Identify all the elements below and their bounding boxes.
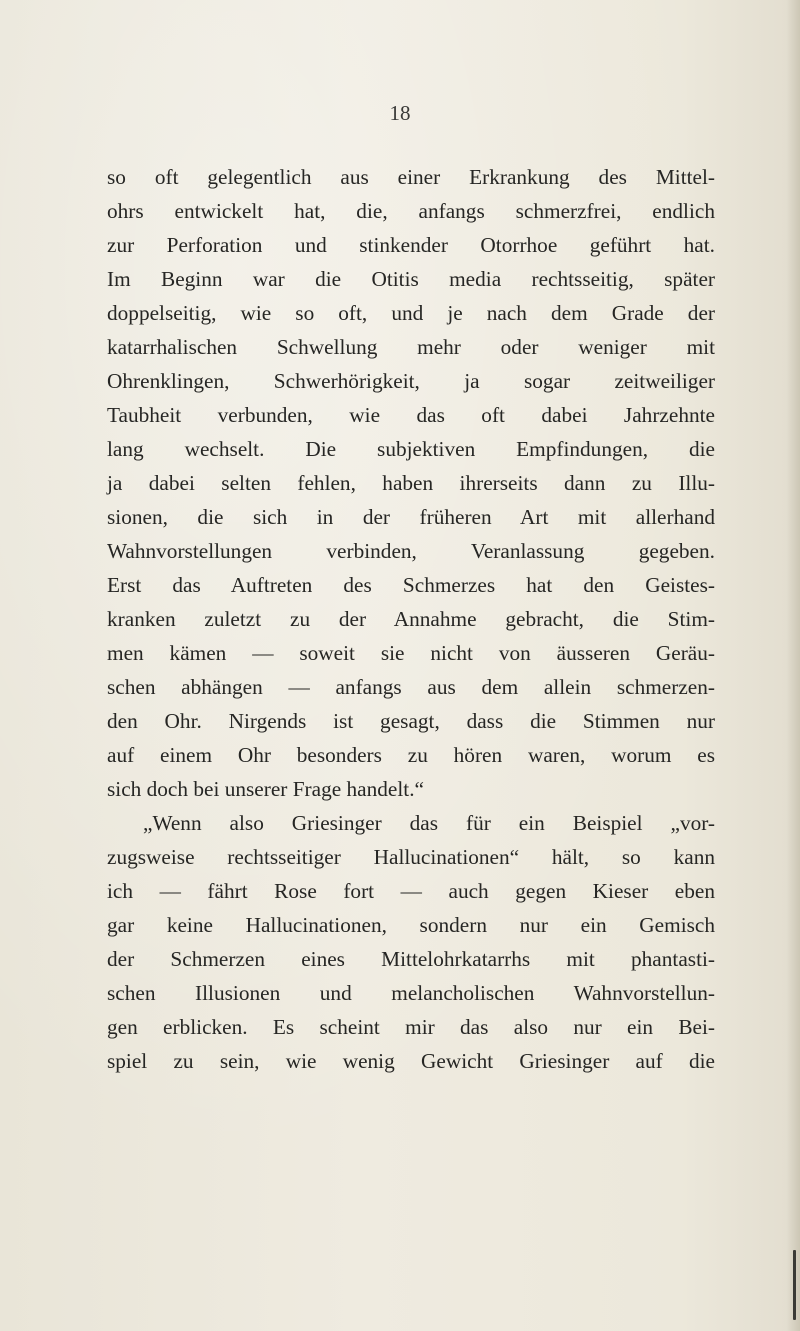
text-line: katarrhalischen Schwellung mehr oder weniger mit <box>107 335 715 359</box>
text-line: sionen, die sich in der früheren Art mit allerhand <box>107 505 715 529</box>
page-edge-shadow <box>786 0 800 1331</box>
page-number: 18 <box>389 101 411 125</box>
text-line: gar keine Hallucinationen, sondern nur ein Gemisch <box>107 913 715 937</box>
text-line: Wahnvorstellungen verbinden, Veranlassung gegeben. <box>107 539 715 563</box>
text-line: Im Beginn war die Otitis media rechtsseitig, später <box>107 267 715 291</box>
text-line: Ohrenklingen, Schwerhörigkeit, ja sogar zeitweiliger <box>107 369 715 393</box>
text-line: zugsweise rechtsseitiger Hallucinationen“ hält, so kann <box>107 845 715 869</box>
text-line: ja dabei selten fehlen, haben ihrerseits dann zu Illu- <box>107 471 715 495</box>
text-line: gen erblicken. Es scheint mir das also nur ein Bei- <box>107 1015 715 1039</box>
text-line: kranken zuletzt zu der Annahme gebracht, die Stim- <box>107 607 715 631</box>
text-line: Erst das Auftreten des Schmerzes hat den Geistes- <box>107 573 715 597</box>
paragraph-end-line: sich doch bei unserer Frage handelt.“ <box>107 777 424 801</box>
body-text <box>107 160 715 1078</box>
text-line: zur Perforation und stinkender Otorrhoe geführt hat. <box>107 233 715 257</box>
text-line: schen abhängen — anfangs aus dem allein schmerzen- <box>107 675 715 699</box>
text-line: den Ohr. Nirgends ist gesagt, dass die Stimmen nur <box>107 709 715 733</box>
text-line: doppelseitig, wie so oft, und je nach dem Grade der <box>107 301 715 325</box>
text-line: men kämen — soweit sie nicht von äusseren Geräu- <box>107 641 715 665</box>
text-line: der Schmerzen eines Mittelohrkatarrhs mit phantasti- <box>107 947 715 971</box>
text-line: so oft gelegentlich aus einer Erkrankung des Mittel- <box>107 165 715 189</box>
text-line: lang wechselt. Die subjektiven Empfindungen, die <box>107 437 715 461</box>
text-line: Taubheit verbunden, wie das oft dabei Jahrzehnte <box>107 403 715 427</box>
paragraph-start-line: „Wenn also Griesinger das für ein Beispiel „vor- <box>143 811 715 835</box>
text-line: auf einem Ohr besonders zu hören waren, worum es <box>107 743 715 767</box>
text-line: schen Illusionen und melancholischen Wahnvorstellun- <box>107 981 715 1005</box>
text-line: ohrs entwickelt hat, die, anfangs schmerzfrei, endlich <box>107 199 715 223</box>
binding-mark <box>793 1250 796 1320</box>
text-line: ich — fährt Rose fort — auch gegen Kieser eben <box>107 879 715 903</box>
text-line: spiel zu sein, wie wenig Gewicht Griesinger auf die <box>107 1049 715 1073</box>
